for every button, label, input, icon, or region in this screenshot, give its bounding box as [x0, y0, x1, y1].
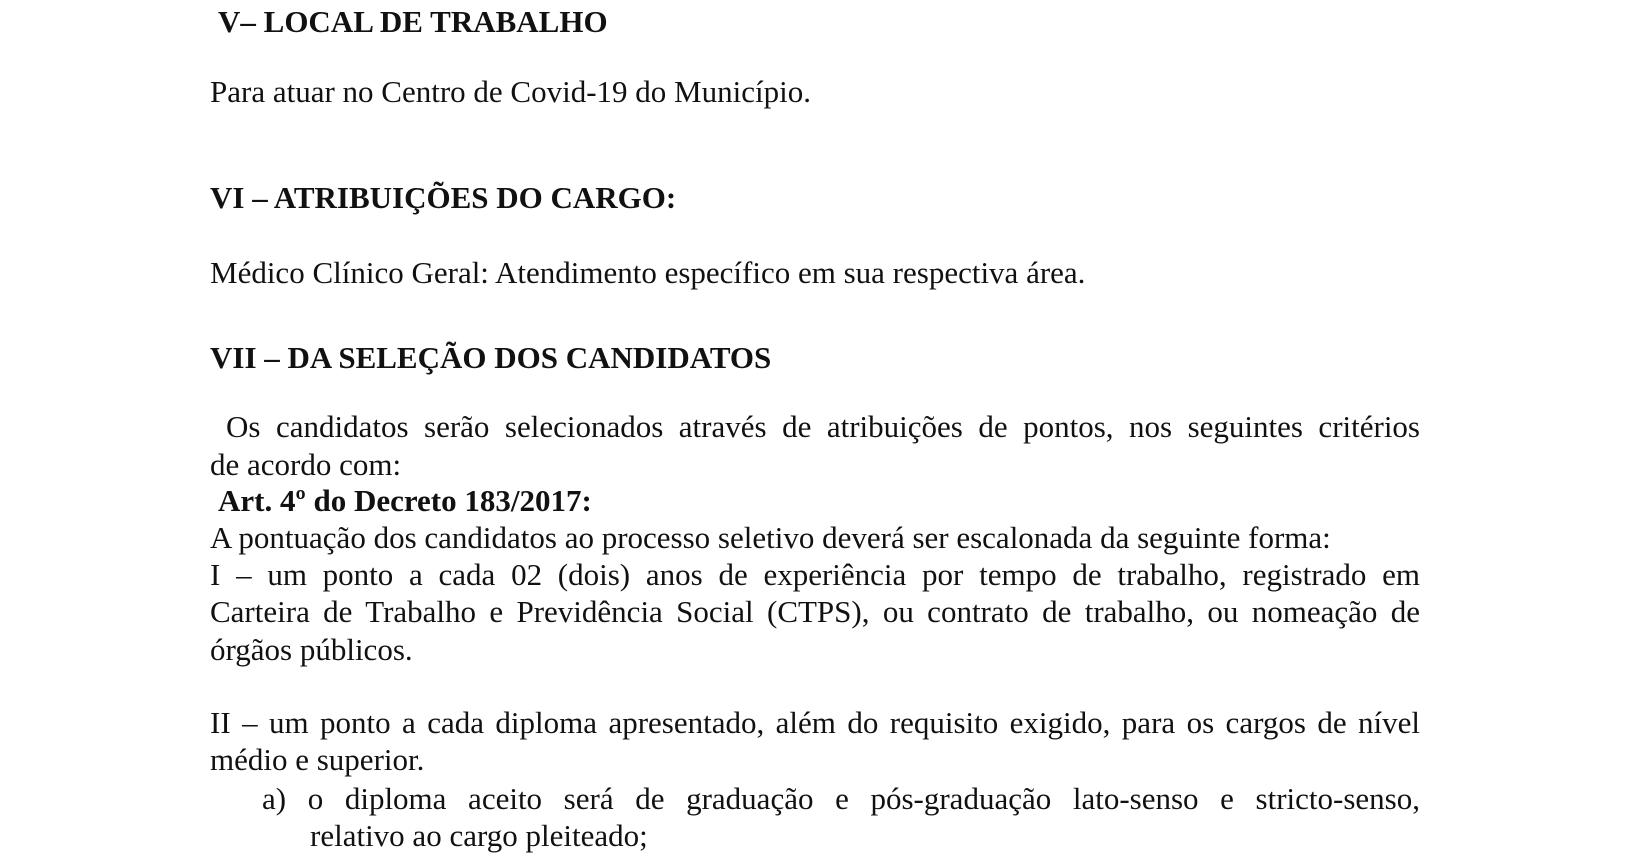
section-7-heading: VII – DA SELEÇÃO DOS CANDIDATOS: [210, 340, 772, 375]
item-2a-line-1: a) o diploma aceito será de graduação e pós-graduação lato-senso e stricto-senso,: [262, 781, 1420, 816]
section-7-intro-line-1: Os candidatos serão selecionados através de atribuições de pontos, nos seguintes critérios: [226, 409, 1420, 444]
scoring-intro: A pontuação dos candidatos ao processo seletivo deverá ser escalonada da seguinte forma:: [210, 520, 1331, 555]
item-2-line-1: II – um ponto a cada diploma apresentado, além do requisito exigido, para os cargos de nível: [210, 705, 1420, 740]
item-1-line-3: órgãos públicos.: [210, 632, 413, 667]
section-5-heading: V– LOCAL DE TRABALHO: [218, 4, 608, 39]
section-5-text: Para atuar no Centro de Covid-19 do Município.: [210, 74, 811, 109]
item-2a-line-2: relativo ao cargo pleiteado;: [310, 818, 648, 853]
section-6-heading: VI – ATRIBUIÇÕES DO CARGO:: [210, 180, 677, 215]
article-heading: Art. 4º do Decreto 183/2017:: [218, 483, 592, 518]
section-6-text: Médico Clínico Geral: Atendimento específico em sua respectiva área.: [210, 255, 1086, 290]
item-1-line-2: Carteira de Trabalho e Previdência Social (CTPS), ou contrato de trabalho, ou nomeação de: [210, 594, 1420, 629]
section-7-intro-line-2: de acordo com:: [210, 447, 402, 482]
item-2-line-2: médio e superior.: [210, 742, 425, 777]
item-1-line-1: I – um ponto a cada 02 (dois) anos de experiência por tempo de trabalho, registrado em: [210, 557, 1420, 592]
